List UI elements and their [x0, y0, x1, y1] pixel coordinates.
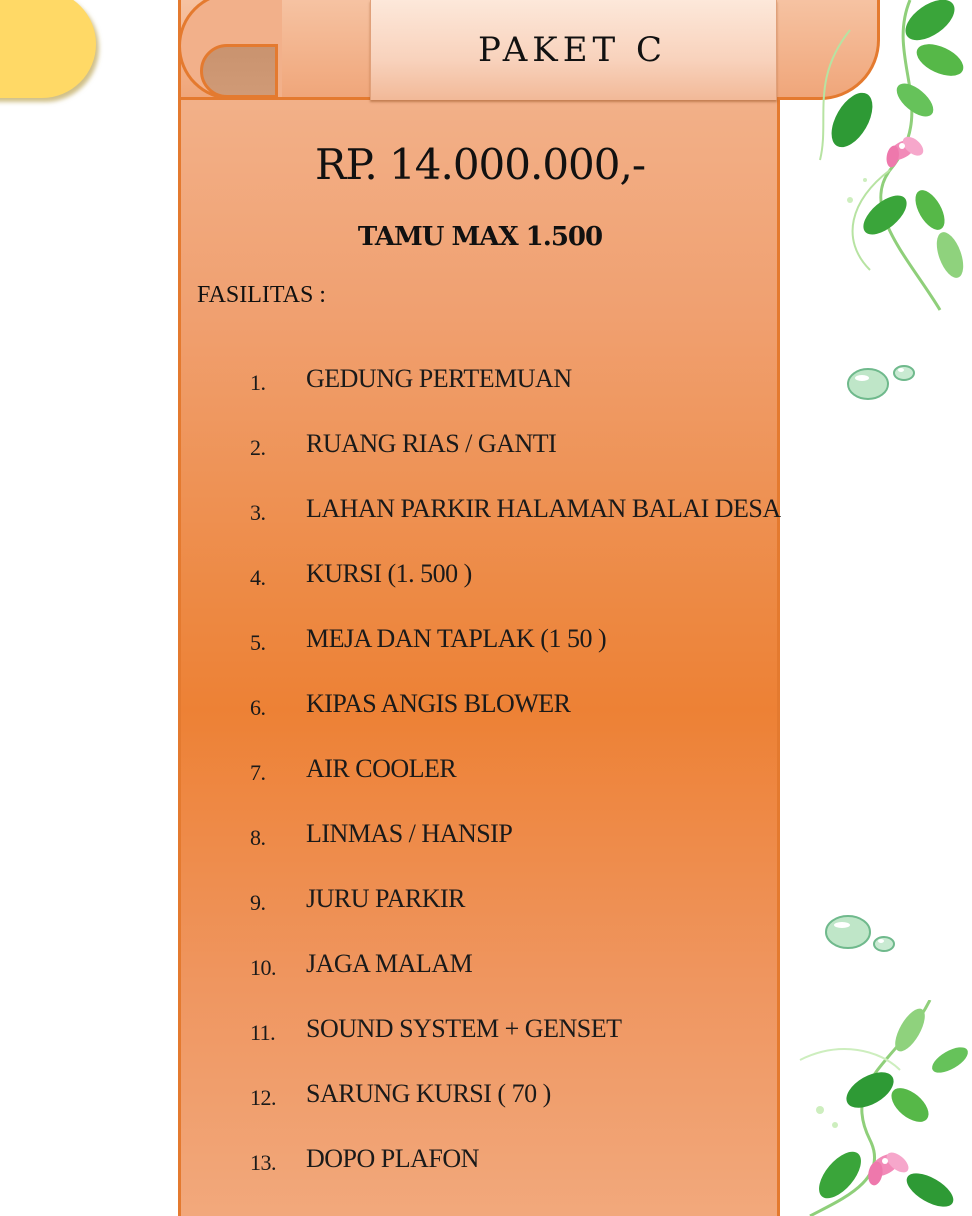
- facility-text: SARUNG KURSI ( 70 ): [306, 1079, 551, 1108]
- facility-text: MEJA DAN TAPLAK (1 50 ): [306, 624, 607, 653]
- facility-number: 4.: [250, 565, 266, 590]
- facility-number: 9.: [250, 890, 266, 915]
- facility-text: AIR COOLER: [306, 754, 457, 783]
- water-drops-icon: [820, 910, 900, 960]
- facility-number: 1.: [250, 370, 266, 395]
- facility-number: 6.: [250, 695, 266, 720]
- facility-number: 2.: [250, 435, 266, 460]
- facility-item: [250, 689, 781, 754]
- facility-item: [250, 819, 781, 884]
- facility-number: 13.: [250, 1150, 276, 1175]
- water-drops-icon: [840, 360, 920, 405]
- facility-number: 12.: [250, 1085, 276, 1110]
- facility-item: [250, 1079, 781, 1144]
- facility-text: LINMAS / HANSIP: [306, 819, 513, 848]
- facility-item: [250, 1144, 781, 1209]
- package-title: PAKET C: [477, 30, 668, 70]
- facility-list: [250, 364, 781, 1209]
- facility-item: [250, 754, 781, 819]
- facility-text: DOPO PLAFON: [306, 1144, 479, 1173]
- floral-vine-top-icon: [790, 0, 972, 320]
- max-guests: TAMU MAX 1.500: [357, 222, 603, 252]
- facility-text: JAGA MALAM: [306, 949, 473, 978]
- facility-item: [250, 429, 781, 494]
- facility-number: 8.: [250, 825, 266, 850]
- facility-item: [250, 494, 781, 559]
- facility-text: RUANG RIAS / GANTI: [306, 429, 557, 458]
- package-price: RP. 14.000.000,-: [314, 140, 646, 189]
- facility-number: 3.: [250, 500, 266, 525]
- facility-item: [250, 884, 781, 949]
- facility-text: KURSI (1. 500 ): [306, 559, 472, 588]
- facilities-heading: FASILITAS :: [197, 282, 326, 308]
- facility-text: LAHAN PARKIR HALAMAN BALAI DESA: [306, 494, 781, 523]
- facility-text: JURU PARKIR: [306, 884, 465, 913]
- facility-number: 7.: [250, 760, 266, 785]
- yellow-corner-tab: [0, 0, 96, 98]
- facility-text: GEDUNG PERTEMUAN: [306, 364, 572, 393]
- facility-item: [250, 1014, 781, 1079]
- facility-text: SOUND SYSTEM + GENSET: [306, 1014, 622, 1043]
- facility-item: [250, 364, 781, 429]
- facility-number: 11.: [250, 1020, 276, 1045]
- facility-item: [250, 559, 781, 624]
- facility-text: KIPAS ANGIS BLOWER: [306, 689, 571, 718]
- facility-number: 5.: [250, 630, 266, 655]
- facility-item: [250, 949, 781, 1014]
- facility-number: 10.: [250, 955, 276, 980]
- scroll-curl-inner: [200, 44, 278, 98]
- facility-item: [250, 624, 781, 689]
- floral-vine-bottom-icon: [780, 1000, 972, 1216]
